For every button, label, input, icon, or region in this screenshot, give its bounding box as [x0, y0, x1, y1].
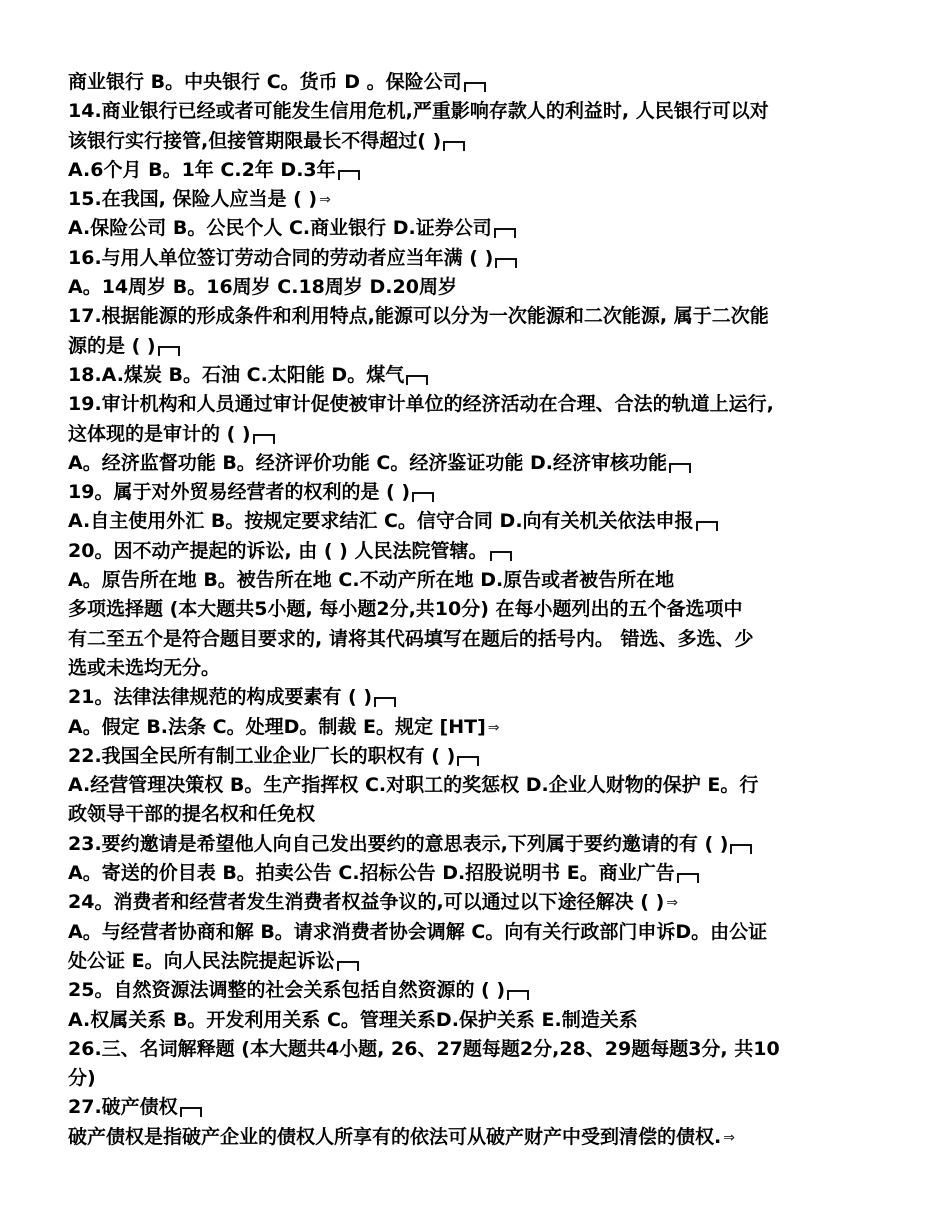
line-text: A.保险公司 B。公民个人 C.商业银行 D.证券公司	[68, 217, 492, 240]
line-text: 22.我国全民所有制工业企业厂长的职权有 ( )	[68, 744, 456, 767]
line-text: 17.根据能源的形成条件和利用特点,能源可以分为一次能源和二次能源, 属于二次能	[68, 305, 769, 328]
text-line	[68, 800, 888, 829]
paragraph-mark-icon	[495, 258, 517, 268]
line-text: 15.在我国, 保险人应当是 ( )	[68, 188, 318, 211]
text-line	[68, 68, 888, 97]
text-line	[68, 654, 888, 683]
paragraph-mark-icon	[412, 492, 434, 502]
paragraph-mark-icon	[443, 141, 465, 151]
paragraph-mark-icon	[406, 375, 428, 385]
paragraph-mark-icon	[696, 521, 718, 531]
text-line	[68, 214, 888, 243]
line-text: 政领导干部的提名权和任免权	[68, 803, 316, 826]
text-line	[68, 1064, 888, 1093]
text-line	[68, 1006, 888, 1035]
document-page	[68, 68, 888, 1152]
text-line	[68, 361, 888, 390]
text-line	[68, 713, 888, 742]
line-text: A。与经营者协商和解 B。请求消费者协会调解 C。向有关行政部门申诉D。由公证	[68, 920, 768, 943]
line-text: A.权属关系 B。开发利用关系 C。管理关系D.保护关系 E.制造关系	[68, 1008, 638, 1031]
paragraph-mark-icon	[180, 1107, 202, 1117]
text-line	[68, 918, 888, 947]
text-line	[68, 273, 888, 302]
paragraph-mark-icon	[730, 844, 752, 854]
text-line	[68, 595, 888, 624]
text-line	[68, 859, 888, 888]
line-text: 这体现的是审计的 ( )	[68, 422, 251, 445]
line-text: 18.A.煤炭 B。石油 C.太阳能 D。煤气	[68, 363, 405, 386]
line-text: 27.破产债权	[68, 1096, 178, 1119]
line-text: 该银行实行接管,但接管期限最长不得超过( )	[68, 129, 442, 152]
text-line	[68, 420, 888, 449]
text-line	[68, 830, 888, 859]
text-line	[68, 1093, 888, 1122]
line-text: 分)	[68, 1067, 96, 1090]
line-break-mark-icon: ⇒	[666, 895, 677, 912]
text-line	[68, 888, 888, 917]
line-text: A.自主使用外汇 B。按规定要求结汇 C。信守合同 D.向有关机关依法申报	[68, 510, 694, 533]
line-text: A。原告所在地 B。被告所在地 C.不动产所在地 D.原告或者被告所在地	[68, 569, 675, 592]
text-line	[68, 127, 888, 156]
line-text: 19.审计机构和人员通过审计促使被审计单位的经济活动在合理、合法的轨道上运行,	[68, 393, 774, 416]
paragraph-mark-icon	[507, 990, 529, 1000]
line-text: 21。法律法律规范的构成要素有 ( )	[68, 686, 373, 709]
paragraph-mark-icon	[677, 873, 699, 883]
text-line	[68, 332, 888, 361]
line-text: 24。消费者和经营者发生消费者权益争议的,可以通过以下途径解决 ( )	[68, 891, 665, 914]
paragraph-mark-icon	[253, 434, 275, 444]
paragraph-mark-icon	[494, 228, 516, 238]
line-text: 商业银行 B。中央银行 C。货币 D 。保险公司	[68, 71, 462, 93]
line-text: A.经营管理决策权 B。生产指挥权 C.对职工的奖惩权 D.企业人财物的保护 E。行	[68, 774, 759, 797]
paragraph-mark-icon	[464, 82, 486, 92]
text-line	[68, 156, 888, 185]
line-text: A。假定 B.法条 C。处理D。制裁 E。规定 [HT]	[68, 715, 486, 738]
line-text: 破产债权是指破产企业的债权人所享有的依法可从破产财产中受到清偿的债权.	[68, 1125, 722, 1148]
text-line	[68, 244, 888, 273]
line-break-mark-icon: ⇒	[723, 1129, 734, 1146]
text-line	[68, 478, 888, 507]
text-line	[68, 976, 888, 1005]
line-text: 有二至五个是符合题目要求的, 请将其代码填写在题后的括号内。 错选、多选、少	[68, 627, 754, 650]
text-line	[68, 771, 888, 800]
paragraph-mark-icon	[490, 551, 512, 561]
line-text: 16.与用人单位签订劳动合同的劳动者应当年满 ( )	[68, 246, 494, 269]
line-text: 25。自然资源法调整的社会关系包括自然资源的 ( )	[68, 979, 506, 1002]
text-line	[68, 566, 888, 595]
text-line	[68, 507, 888, 536]
paragraph-mark-icon	[457, 756, 479, 766]
line-text: 20。因不动产提起的诉讼, 由 ( ) 人民法院管辖。	[68, 539, 488, 562]
text-line	[68, 742, 888, 771]
line-text: 26.三、名词解释题 (本大题共4小题, 26、27题每题2分,28、29题每题3分, 共10	[68, 1037, 780, 1060]
line-text: 14.商业银行已经或者可能发生信用危机,严重影响存款人的利益时, 人民银行可以对	[68, 100, 769, 123]
paragraph-mark-icon	[337, 961, 359, 971]
paragraph-mark-icon	[158, 346, 180, 356]
line-text: 源的是 ( )	[68, 334, 156, 357]
line-text: A。14周岁 B。16周岁 C.18周岁 D.20周岁	[68, 276, 457, 299]
paragraph-mark-icon	[669, 463, 691, 473]
line-text: 选或未选均无分。	[68, 656, 221, 679]
text-line	[68, 537, 888, 566]
line-break-mark-icon: ⇒	[487, 719, 499, 736]
line-text: A。寄送的价目表 B。拍卖公告 C.招标公告 D.招股说明书 E。商业广告	[68, 862, 675, 885]
text-line	[68, 683, 888, 712]
line-text: 23.要约邀请是希望他人向自己发出要约的意思表示,下列属于要约邀请的有 ( )	[68, 832, 729, 855]
line-break-mark-icon: ⇒	[319, 192, 330, 209]
text-line	[68, 947, 888, 976]
text-line	[68, 185, 888, 214]
text-line	[68, 1123, 888, 1152]
line-text: A.6个月 B。1年 C.2年 D.3年	[68, 158, 336, 181]
text-line	[68, 302, 888, 331]
line-text: A。经济监督功能 B。经济评价功能 C。经济鉴证功能 D.经济审核功能	[68, 451, 667, 474]
paragraph-mark-icon	[374, 697, 396, 707]
text-line	[68, 1035, 888, 1064]
text-line	[68, 449, 888, 478]
text-line	[68, 625, 888, 654]
line-text: 19。属于对外贸易经营者的权利的是 ( )	[68, 481, 411, 504]
line-text: 处公证 E。向人民法院提起诉讼	[68, 949, 335, 972]
paragraph-mark-icon	[338, 170, 360, 180]
text-line	[68, 97, 888, 126]
text-line	[68, 390, 888, 419]
line-text: 多项选择题 (本大题共5小题, 每小题2分,共10分) 在每小题列出的五个备选项中	[68, 598, 743, 621]
